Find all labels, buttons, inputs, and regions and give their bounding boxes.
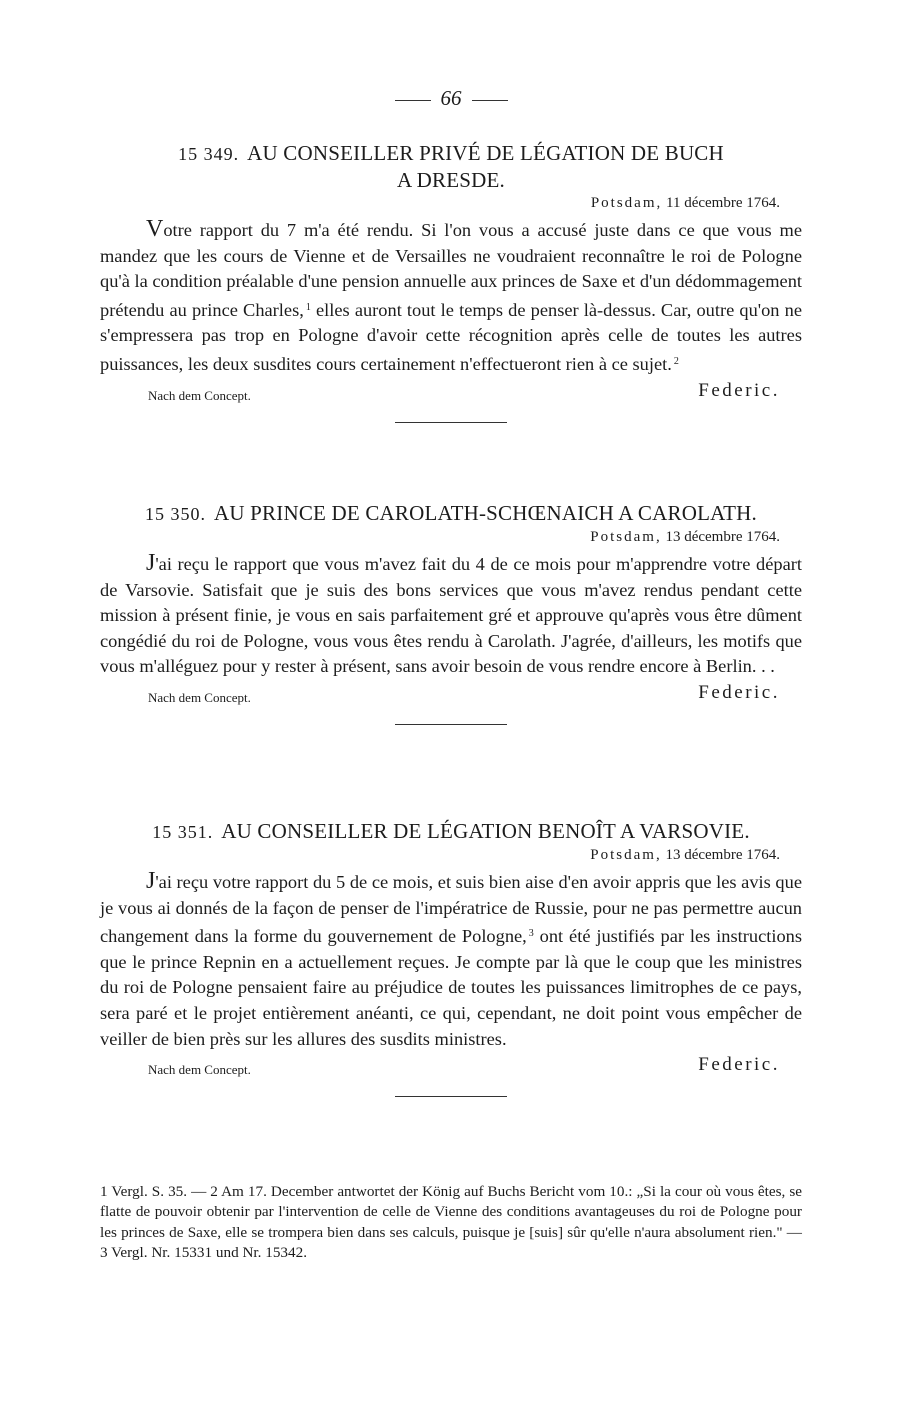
date: 11 décembre 1764. (666, 195, 780, 211)
letter-15350 (100, 500, 802, 725)
separator-rule (395, 422, 507, 423)
body-text: 'ai reçu le rapport que vous m'avez fait du 4 de ce mois pour m'apprendre votre départ de Varsovie. Satisfait que je suis des bons services que vous m'avez rendus pendant cette mission à présent finie, je vous en sais parfaitement gré et approuve qu'après vous être dûment congédié du roi de Pologne, vous vous êtes rendu à Carolath. J'agrée, d'ailleurs, les motifs que vous m'alléguez pour y rester à présent, sans avoir besoin de vous rendre encore à Berlin. . . (100, 554, 802, 677)
signature: Federic. (698, 379, 780, 401)
body-text-2: elles auront tout le temps de penser là-dessus. Car, outre qu'on ne s'empressera pas trop en Pologne d'avoir cette récognition après celle de toutes les autres puissances, les deux susdites cours certainement n'effectueront rien à ce sujet. (100, 299, 802, 374)
place: Potsdam, (590, 529, 662, 545)
letter-heading (100, 500, 802, 527)
letter-number: 15 351. (152, 822, 214, 842)
initial-letter: J (146, 550, 156, 576)
header-dash-right (472, 100, 508, 101)
source-note: Nach dem Concept. (148, 1062, 251, 1078)
dateline (100, 193, 802, 213)
heading-line-2: A DRESDE. (397, 168, 505, 192)
footnotes: 1 Vergl. S. 35. — 2 Am 17. December antwortet der König auf Buchs Bericht vom 10.: „Si la cour où vous êtes, se flatte de pouvoir obtenir par l'intervention de celle de Vienne des conditions avantageuses du roi de Pologne pour les princes de Saxe, elle se trompera bien dans ses calculs, puisque je [suis] sûr qu'elle n'aura absolument rien." — 3 Vergl. Nr. 15331 und Nr. 15342. (100, 1183, 802, 1262)
page-number: 66 (440, 86, 462, 110)
signature-row (100, 1054, 802, 1080)
date: 13 décembre 1764. (665, 529, 780, 545)
letter-number: 15 349. (178, 144, 240, 164)
heading-line-1: AU PRINCE DE CAROLATH-SCHŒNAICH A CAROLATH. (214, 501, 757, 525)
letter-15351 (100, 818, 802, 1097)
heading-line-1: AU CONSEILLER PRIVÉ DE LÉGATION DE BUCH (247, 141, 724, 165)
page-header (100, 86, 802, 111)
header-dash-left (395, 100, 431, 101)
footnote-ref-1: 1 (305, 301, 311, 313)
date: 13 décembre 1764. (665, 847, 780, 863)
letter-heading (100, 818, 802, 845)
letter-body (100, 551, 802, 680)
body-text-1: 'ai reçu votre rapport du 5 de ce mois, et suis bien aise d'en avoir appris que les avis que je vous ai donnés de la façon de penser de l'impératrice de Russie, pour ne pas permettre aucun changement dans la forme du gouvernement de Pologne, (100, 872, 802, 947)
dateline (100, 527, 802, 547)
place: Potsdam, (590, 847, 662, 863)
signature: Federic. (698, 1054, 780, 1076)
signature-row (100, 682, 802, 708)
separator-rule (395, 724, 507, 725)
body-text-1: otre rapport du 7 m'a été rendu. Si l'on vous a accusé juste dans ce que vous me mandez que les cours de Vienne et de Versailles ne voudraient reconnaître le roi de Pologne qu'à la condition préalable d'une pension annuelle aux princes de Saxe et d'un dédommagement prétendu au prince Charles, (100, 220, 802, 320)
place: Potsdam, (590, 195, 663, 211)
footnote-ref-3: 3 (528, 928, 534, 940)
heading-line-1: AU CONSEILLER DE LÉGATION BENOÎT A VARSOVIE. (221, 819, 750, 843)
letter-15349 (100, 140, 802, 423)
letter-number: 15 350. (145, 504, 206, 524)
signature-row (100, 380, 802, 406)
letter-heading (100, 140, 802, 193)
source-note: Nach dem Concept. (148, 689, 251, 705)
initial-letter: V (146, 216, 164, 242)
body-text-2: ont été justifiés par les instructions que le prince Repnin en a actuellement reçues. Je compte par là que le coup que les ministres du roi de Pologne pensaient faire au préjudice de toutes les puissances limitrophes de ce pays, sera paré et le projet entièrement anéanti, ce qui, cependant, ne doit point vous empêcher de veiller de bien près sur les allures des susdits ministres. (100, 926, 802, 1049)
initial-letter: J (146, 868, 156, 894)
letter-body (100, 869, 802, 1052)
separator-rule (395, 1096, 507, 1097)
signature: Federic. (698, 681, 780, 703)
dateline (100, 845, 802, 865)
letter-body (100, 217, 802, 378)
source-note: Nach dem Concept. (148, 387, 251, 403)
footnote-ref-2: 2 (673, 355, 679, 367)
